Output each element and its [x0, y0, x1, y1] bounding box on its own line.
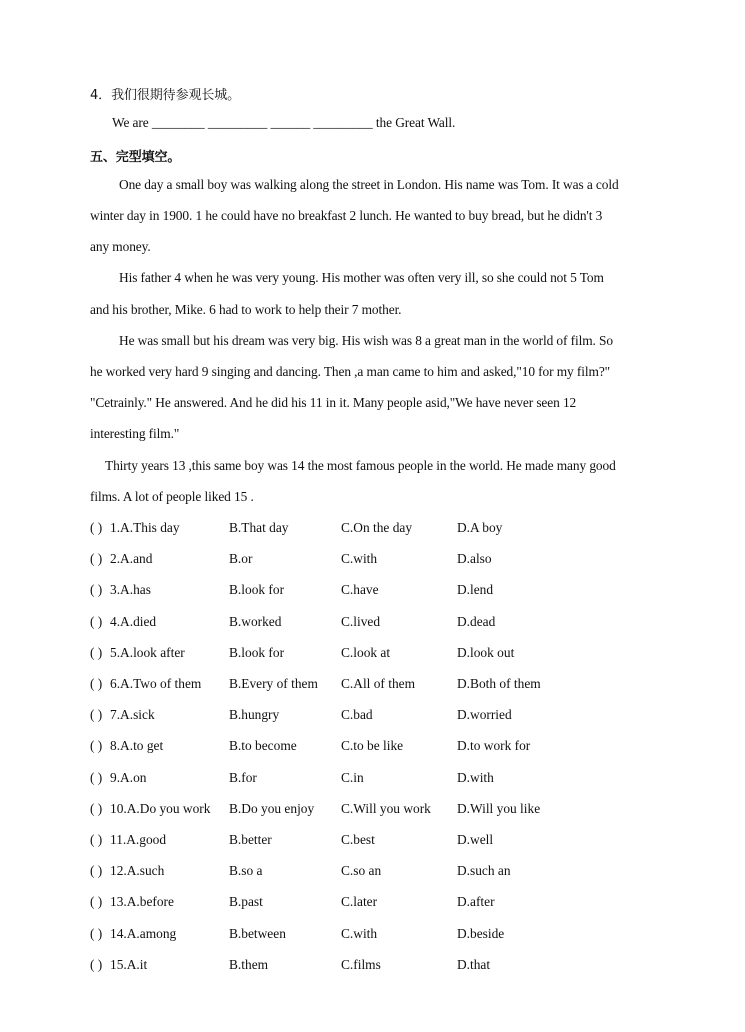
option-b: B.them: [229, 956, 269, 972]
option-b: B.to become: [229, 738, 297, 754]
option-d: D.with: [457, 769, 494, 785]
option-a: A.Two of them: [120, 676, 202, 691]
option-a: A.it: [126, 956, 148, 972]
question-number: 15.: [110, 956, 127, 972]
option-c: C.so an: [341, 863, 382, 879]
option-b: B.so a: [229, 863, 263, 879]
passage-line: winter day in 1900. 1 he could have no breakfast 2 lunch. He wanted to buy bread, but he didn't 3: [90, 208, 603, 223]
option-d: D.after: [457, 894, 495, 910]
answer-blank[interactable]: ( ): [90, 925, 103, 941]
option-b: B.That day: [229, 520, 289, 535]
option-d: D.also: [457, 551, 492, 567]
question-number: 6.: [110, 676, 121, 691]
passage-line: interesting film.": [90, 426, 180, 441]
question-number: 4.: [110, 613, 121, 629]
option-a: A.has: [120, 582, 151, 598]
answer-blank[interactable]: ( ): [90, 551, 103, 567]
option-b: B.past: [229, 894, 263, 910]
question-number: 12.: [110, 863, 127, 879]
option-b: B.hungry: [229, 707, 280, 723]
passage-line: he worked very hard 9 singing and dancing. Then ,a man came to him and asked,"10 for my film?": [90, 364, 611, 379]
option-d: D.well: [457, 832, 494, 847]
option-a: A.This day: [120, 520, 180, 535]
option-a: A.on: [120, 769, 147, 785]
question-number-and-option-a: [110, 520, 180, 536]
option-d: D.that: [457, 956, 491, 972]
answer-blank[interactable]: ( ): [90, 582, 103, 598]
question-number: 13.: [110, 894, 127, 910]
option-c: C.best: [341, 832, 375, 847]
option-a: A.died: [120, 613, 157, 629]
option-b: B.worked: [229, 613, 282, 629]
question-number-and-option-a: [110, 801, 210, 817]
question-number-and-option-a: [110, 926, 176, 942]
question-number-and-option-a: [110, 645, 185, 661]
option-d: D.to work for: [457, 738, 531, 754]
question-number-and-option-a: [110, 738, 163, 754]
passage-line: Thirty years 13 ,this same boy was 14 the most famous people in the world. He made many good: [105, 458, 616, 473]
question-number: 11.: [110, 832, 127, 847]
passage-line: He was small but his dream was very big. His wish was 8 a great man in the world of film. So: [119, 333, 613, 348]
option-c: C.Will you work: [341, 800, 431, 816]
passage-line: any money.: [90, 239, 151, 254]
question-4-prompt: 4．我们很期待参观长城。: [90, 88, 241, 103]
question-number: 14.: [110, 925, 127, 941]
option-c: C.in: [341, 769, 364, 785]
option-a: A.and: [120, 551, 153, 567]
answer-blank[interactable]: ( ): [90, 520, 103, 535]
option-d: D.beside: [457, 925, 505, 941]
passage-line: films. A lot of people liked 15 .: [90, 489, 254, 504]
question-number: 1.: [110, 520, 121, 535]
option-a: A.to get: [120, 738, 164, 754]
option-c: C.later: [341, 894, 378, 910]
question-number: 7.: [110, 707, 121, 723]
option-b: B.Do you enjoy: [229, 800, 315, 816]
answer-blank[interactable]: ( ): [90, 863, 103, 879]
question-number-and-option-a: [110, 582, 151, 598]
question-number-and-option-a: [110, 551, 152, 567]
question-4-answer-line: We are ________ _________ ______ _________ the Great Wall.: [112, 115, 456, 130]
option-a: A.sick: [120, 707, 155, 723]
question-number-and-option-a: [110, 676, 201, 692]
option-c: C.have: [341, 582, 379, 598]
passage-line: "Cetrainly." He answered. And he did his 11 in it. Many people asid,"We have never seen 12: [90, 395, 577, 410]
answer-blank[interactable]: ( ): [90, 800, 103, 816]
option-a: A.such: [126, 863, 165, 879]
question-number-and-option-a: [110, 863, 164, 879]
option-c: C.films: [341, 956, 381, 972]
option-a: A.good: [126, 832, 167, 847]
option-b: B.for: [229, 769, 257, 785]
option-b: B.or: [229, 551, 253, 567]
option-a: A.before: [126, 894, 174, 910]
question-number-and-option-a: [110, 894, 174, 910]
question-number-and-option-a: [110, 770, 146, 786]
option-a: A.look after: [120, 644, 185, 660]
option-b: B.look for: [229, 582, 285, 598]
passage-line: One day a small boy was walking along the street in London. His name was Tom. It was a cold: [119, 177, 619, 192]
answer-blank[interactable]: ( ): [90, 832, 103, 847]
answer-blank[interactable]: ( ): [90, 644, 103, 660]
question-number: 5.: [110, 644, 121, 660]
answer-blank[interactable]: ( ): [90, 956, 103, 972]
answer-blank[interactable]: ( ): [90, 676, 103, 691]
option-b: B.between: [229, 925, 286, 941]
question-number-and-option-a: [110, 614, 156, 630]
answer-blank[interactable]: ( ): [90, 707, 103, 723]
option-b: B.better: [229, 832, 272, 847]
option-a: A.among: [126, 925, 177, 941]
question-number-and-option-a: [110, 707, 155, 723]
option-c: C.lived: [341, 613, 381, 629]
question-number: 8.: [110, 738, 121, 754]
option-c: C.to be like: [341, 738, 404, 754]
option-c: C.On the day: [341, 520, 413, 535]
option-c: C.All of them: [341, 676, 416, 691]
option-d: D.A boy: [457, 520, 503, 535]
answer-blank[interactable]: ( ): [90, 769, 103, 785]
option-c: C.look at: [341, 644, 391, 660]
option-c: C.bad: [341, 707, 373, 723]
question-number-and-option-a: [110, 957, 147, 973]
option-c: C.with: [341, 551, 378, 567]
option-c: C.with: [341, 925, 378, 941]
question-number: 9.: [110, 769, 121, 785]
option-a: A.Do you work: [126, 800, 211, 816]
passage-line: His father 4 when he was very young. His mother was often very ill, so she could not 5 Tom: [119, 270, 604, 285]
passage-line: and his brother, Mike. 6 had to work to help their 7 mother.: [90, 302, 402, 317]
option-d: D.Will you like: [457, 800, 541, 816]
option-b: B.look for: [229, 644, 285, 660]
option-d: D.such an: [457, 863, 511, 879]
option-d: D.dead: [457, 613, 496, 629]
answer-blank[interactable]: ( ): [90, 738, 103, 754]
section-title: 五、完型填空。: [90, 150, 181, 165]
answer-blank[interactable]: ( ): [90, 613, 103, 629]
option-d: D.worried: [457, 707, 512, 723]
question-number-and-option-a: [110, 832, 166, 848]
option-b: B.Every of them: [229, 676, 318, 691]
question-number: 2.: [110, 551, 121, 567]
question-number: 10.: [110, 800, 127, 816]
option-d: D.Both of them: [457, 676, 541, 691]
option-d: D.look out: [457, 644, 515, 660]
question-number: 3.: [110, 582, 121, 598]
answer-blank[interactable]: ( ): [90, 894, 103, 910]
option-d: D.lend: [457, 582, 494, 598]
